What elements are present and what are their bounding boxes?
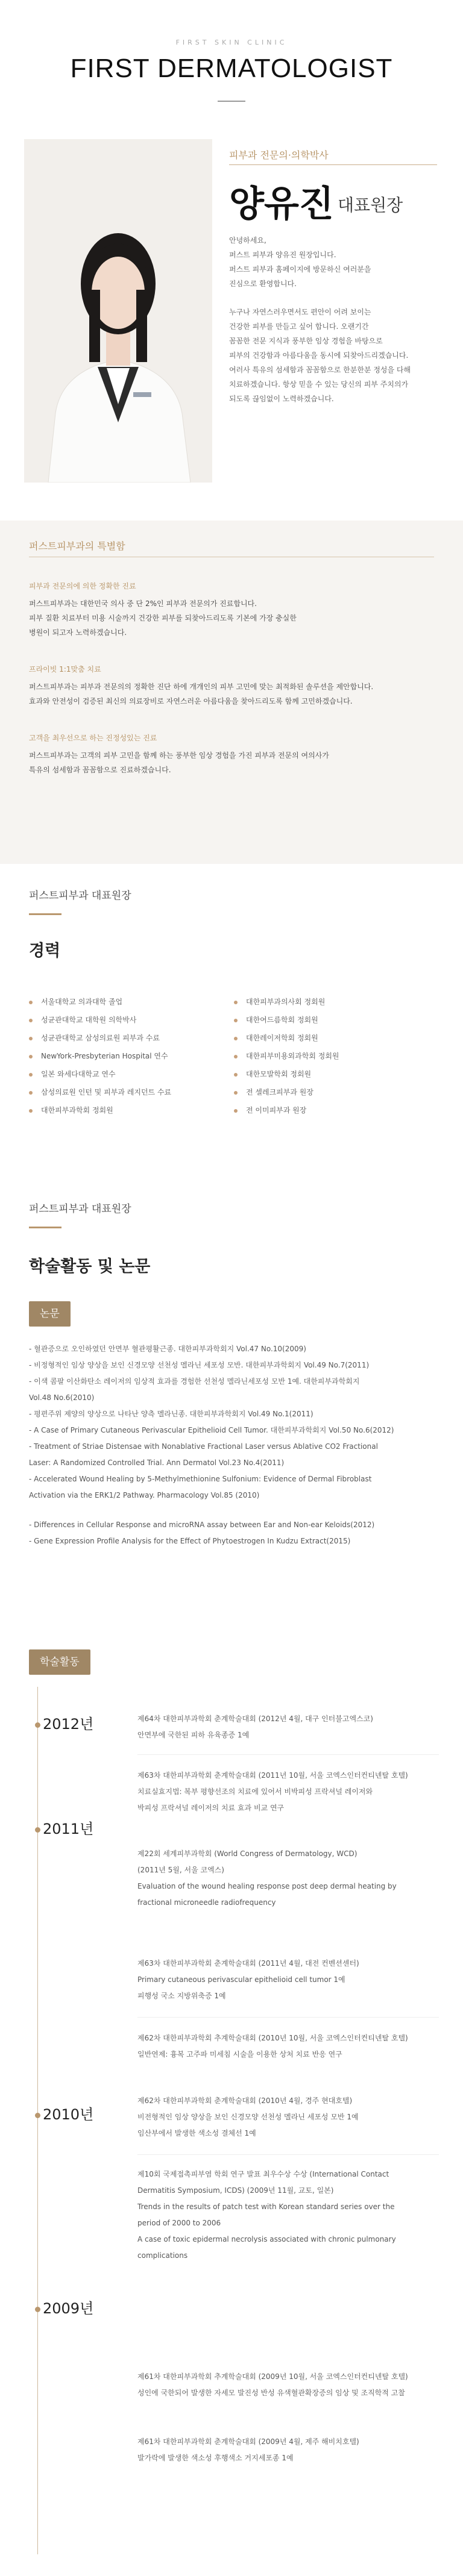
career-item: 전 이미피부과 원장 (234, 1101, 439, 1119)
career-item: NewYork-Presbyterian Hospital 연수 (29, 1047, 234, 1065)
feature-body: 퍼스트피부과는 고객의 피부 고민을 함께 하는 풍부한 임상 경험을 가진 피부과 전문의 여의사가 특유의 섬세함과 꼼꼼함으로 진료하겠습니다. (29, 751, 329, 774)
timeline-entry: 제61차 대한피부과학회 춘계학술대회 (2009년 4월, 제주 해비치호텔) 발가락에 발생한 색소성 후행색소 거지세포종 1예 (137, 2437, 359, 2462)
paper-item: - Accelerated Wound Healing by 5-Methylmethionine Sulfonium: Evidence of Dermal Fibroblast Activation via the ERK1/2 Pathway. Pharmacology Vol.85 (2010) (29, 1475, 372, 1499)
career-item: 대한피부과학회 정회원 (29, 1101, 234, 1119)
timeline-year: 2012년 (29, 1712, 93, 1733)
header-eyebrow: FIRST SKIN CLINIC (175, 39, 288, 46)
doctor-specialty: 피부과 전문의·의학박사 (229, 149, 329, 161)
timeline-dot-icon (35, 1827, 40, 1833)
timeline-dot-icon (35, 2113, 40, 2118)
career-item: 성균관대학교 삼성의료원 피부과 수료 (29, 1029, 234, 1047)
career-section-rule (29, 913, 61, 915)
career-item: 일본 와세다대학교 연수 (29, 1065, 234, 1083)
timeline-dot-icon (35, 2307, 40, 2312)
bullet-dot-icon (234, 1001, 238, 1004)
career-item: 대한모발학회 정회원 (234, 1065, 439, 1083)
career-item: 성균관대학교 대학원 의학박사 (29, 1011, 234, 1029)
bullet-dot-icon (29, 1091, 33, 1095)
career-list (29, 993, 439, 1119)
career-item: 대한피부미용외과학회 정회원 (234, 1047, 439, 1065)
entry-divider (137, 2017, 439, 2018)
doctor-name: 양유진 (229, 183, 334, 225)
activities-label: 학술활동 (29, 1649, 90, 1675)
paper-item: - 혈관증으로 오인하였던 안면부 혈관평활근종. 대한피부과학회지 Vol.47 No.10(2009) (29, 1345, 306, 1353)
bullet-dot-icon (29, 1073, 33, 1077)
career-column-left (29, 993, 234, 1119)
timeline-entry: 제62차 대한피부과학회 춘계학술대회 (2010년 4월, 경주 현대호텔) 비전형적인 임상 양상을 보인 신경모양 선천성 멜라닌 세포성 모반 1예 임산부에서 발생한 색소성 결체선 1예 (137, 2096, 359, 2137)
career-item: 삼성의료원 인턴 및 피부과 레지던트 수료 (29, 1083, 234, 1101)
features-section (0, 521, 463, 864)
activities-timeline (29, 1687, 445, 2554)
career-item: 대한레이저학회 정회원 (234, 1029, 439, 1047)
timeline-entry: 제62차 대한피부과학회 추계학술대회 (2010년 10월, 서울 코엑스인터컨티넨탈 호텔) 일반연제: 흉복 고주파 미세침 시술을 이용한 상처 치료 반응 연구 (137, 2034, 408, 2059)
feature-item (29, 581, 433, 640)
feature-heading: 고객을 최우선으로 하는 진정성있는 진료 (29, 734, 157, 742)
feature-item (29, 664, 433, 708)
career-item: 대한피부과의사회 정회원 (234, 993, 439, 1011)
features-title: 퍼스트피부과의 특별함 (29, 540, 125, 552)
feature-heading: 프라이빗 1:1맞춤 치료 (29, 665, 101, 674)
timeline-year: 2010년 (29, 2102, 93, 2124)
timeline-entry: 제63차 대한피부과학회 춘계학술대회 (2011년 10월, 서울 코엑스인터컨티넨탈 호텔) 치료실효지법: 복부 평향선조의 치료에 있어서 비박피성 프락셔널 레이저와 박피성 프락셔널 레이저의 치료 효과 비교 연구 (137, 1771, 408, 1812)
career-item: 대한여드름학회 정회원 (234, 1011, 439, 1029)
paper-item: - 이색 콤팔 이산화탄소 레이저의 임상적 효과를 경험한 선천성 멜라닌세포성 모반 1예. 대한피부과학회지 Vol.48 No.6(2010) (29, 1377, 360, 1402)
paper-item: - 비정형적인 임상 양상을 보인 신경모양 선천성 멜라닌 세포성 모반. 대한피부과학회지 Vol.49 No.7(2011) (29, 1361, 370, 1369)
paper-item: - Treatment of Striae Distensae with Nonablative Fractional Laser versus Ablative CO2 Fractional Laser: A Randomized Controlled Trial. Ann Dermatol Vol.23 No.4(2011) (29, 1442, 378, 1467)
academic-section-label: 퍼스트피부과 대표원장 (29, 1203, 131, 1215)
feature-item (29, 733, 433, 777)
paper-item: - Differences in Cellular Response and microRNA assay between Ear and Non-ear Keloids(2012) (29, 1521, 375, 1529)
timeline-year: 2011년 (29, 1817, 93, 1838)
paper-item: - Gene Expression Profile Analysis for the Effect of Phytoestrogen In Kudzu Extract(2015) (29, 1537, 351, 1545)
timeline-dot-icon (35, 1722, 40, 1728)
academic-section-rule (29, 1227, 61, 1228)
doctor-intro (229, 233, 443, 420)
bullet-dot-icon (29, 1037, 33, 1040)
page-title: FIRST DERMATOLOGIST (70, 54, 393, 83)
timeline-year: 2009년 (29, 2296, 93, 2318)
bullet-dot-icon (234, 1037, 238, 1040)
career-column-right (234, 993, 439, 1119)
academic-heading: 학술활동 및 논문 (29, 1257, 151, 1276)
doctor-photo (24, 139, 212, 483)
feature-heading: 피부과 전문의에 의한 정확한 진료 (29, 582, 136, 590)
career-item: 서울대학교 의과대학 졸업 (29, 993, 234, 1011)
paper-item: - 평편주위 제양의 양상으로 나타난 양측 멜라닌종. 대한피부과학회지 Vol.49 No.1(2011) (29, 1410, 313, 1418)
career-item: 전 셀레크피부과 원장 (234, 1083, 439, 1101)
career-section-label: 퍼스트피부과 대표원장 (29, 890, 131, 902)
entry-divider (137, 2154, 439, 2155)
feature-body: 퍼스트피부과는 피부과 전문의의 정확한 진단 하에 개개인의 피부 고민에 맞는 최적화된 솔루션을 제안합니다. 효과와 안전성이 검증된 최신의 의료장비로 자연스러운 아름다움을 찾아드리도록 함께 고민하겠습니다. (29, 683, 374, 705)
papers-list (29, 1341, 439, 1549)
bullet-dot-icon (234, 1019, 238, 1022)
doctor-profile (0, 139, 463, 531)
entry-divider (137, 1754, 439, 1755)
bullet-dot-icon (29, 1109, 33, 1113)
bullet-dot-icon (29, 1055, 33, 1058)
paper-item: - A Case of Primary Cutaneous Perivascular Epithelioid Cell Tumor. 대한피부과학회지 Vol.50 No.6(2012) (29, 1426, 394, 1434)
career-heading: 경력 (29, 942, 61, 960)
bullet-dot-icon (234, 1109, 238, 1113)
header-divider (218, 101, 245, 102)
papers-label: 논문 (29, 1301, 71, 1327)
bullet-dot-icon (234, 1091, 238, 1095)
timeline-entry: 제64차 대한피부과학회 춘계학술대회 (2012년 4월, 대구 인터불고엑스코) 안면부에 국한된 피하 유육종증 1예 (137, 1715, 373, 1739)
timeline-entry: 제61차 대한피부과학회 추계학술대회 (2009년 10월, 서울 코엑스인터컨티넨탈 호텔) 성인에 국한되어 발생한 자세모 발진성 반성 유색혈관확장증의 임상 및 조직학적 고찰 (137, 2372, 408, 2397)
timeline-entry: 제22회 세계피부과학회 (World Congress of Dermatology, WCD) (2011년 5월, 서울 코엑스) Evaluation of the wound healing response post deep dermal heating by fractional microneedle radiofrequency (137, 1849, 397, 1907)
bullet-dot-icon (29, 1001, 33, 1004)
bullet-dot-icon (234, 1073, 238, 1077)
timeline-entry: 제63차 대한피부과학회 춘계학술대회 (2011년 4월, 대전 컨벤션센터) Primary cutaneous perivascular epithelioid cell tumor 1예 피행성 국소 지방위축증 1예 (137, 1959, 359, 2000)
bullet-dot-icon (234, 1055, 238, 1058)
intro-paragraph: 안녕하세요, 퍼스트 피부과 양유진 원장입니다. 퍼스트 피부과 홈페이지에 방문하신 여러분을 진심으로 환영합니다. (229, 236, 371, 288)
timeline-entry: 제10회 국제접촉피부염 학회 연구 발표 최우수상 수상 (International Contact Dermatitis Symposium, ICDS) (2009년 11월, 교토, 일본) Trends in the results of patch test with Korean standard series over the period of 2000 to 2006 A case of toxic epidermal necrolysis associated with chronic pulmonary complications (137, 2170, 396, 2260)
doctor-role: 대표원장 (338, 195, 403, 215)
bullet-dot-icon (29, 1019, 33, 1022)
specialty-underline (229, 164, 437, 165)
intro-paragraph: 누구나 자연스러우면서도 편안이 어려 보이는 건강한 피부를 만들고 싶어 합니다. 오랜기간 꼼꼼한 전문 지식과 풍부한 임상 경험을 바탕으로 피부의 건강함과 아름다움을 동시에 되찾아드리겠습니다. 여러사 특유의 섬세함과 꼼꼼함으로 한분한분 정성을 다해 치료하겠습니다. 항상 믿을 수 있는 당신의 피부 주치의가 되도록 끊임없이 노력하겠습니다. (229, 308, 411, 403)
feature-body: 퍼스트피부과는 대한민국 의사 중 단 2%인 피부과 전문의가 진료합니다. 피부 질환 치료부터 미용 시술까지 건강한 피부를 되찾아드리도록 기본에 가장 충실한 병원이 되고자 노력하겠습니다. (29, 599, 297, 637)
page-header (0, 0, 463, 102)
